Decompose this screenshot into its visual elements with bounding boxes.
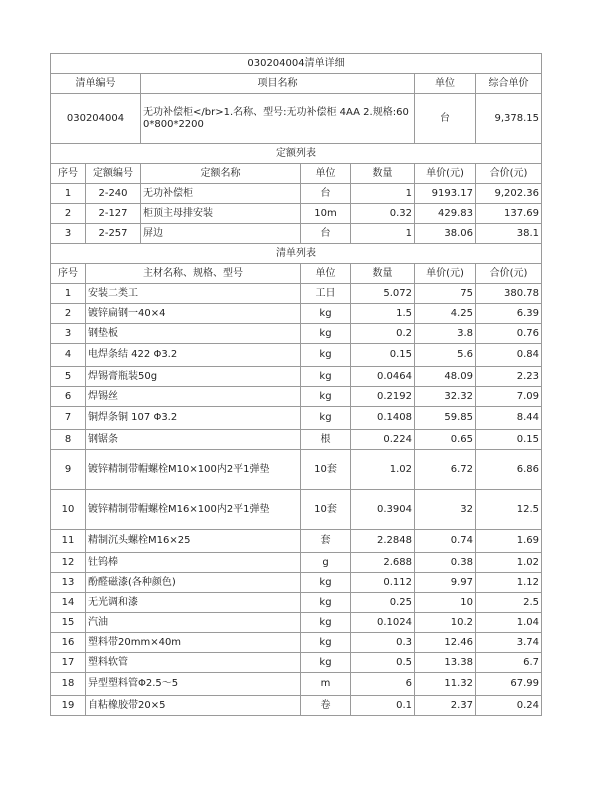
table-row (51, 633, 542, 653)
material-col-unit: 单位 (301, 264, 351, 284)
material-qty: 2.688 (351, 553, 415, 573)
material-price: 10.2 (415, 613, 476, 633)
material-unit: kg (301, 593, 351, 613)
material-unit: kg (301, 407, 351, 430)
quota-code: 2-127 (86, 204, 141, 224)
material-total: 6.39 (476, 304, 542, 324)
quota-code: 2-240 (86, 184, 141, 204)
quota-col-qty: 数量 (351, 164, 415, 184)
table-row (51, 430, 542, 450)
material-unit: kg (301, 344, 351, 367)
bill-price: 9,378.15 (476, 94, 542, 144)
material-unit: kg (301, 633, 351, 653)
material-no: 2 (51, 304, 86, 324)
material-unit: 工日 (301, 284, 351, 304)
quota-col-price: 单价(元) (415, 164, 476, 184)
material-no: 11 (51, 530, 86, 553)
material-no: 9 (51, 450, 86, 490)
material-no: 5 (51, 367, 86, 387)
table-row (51, 450, 542, 490)
table-row (51, 673, 542, 696)
material-price: 10 (415, 593, 476, 613)
material-col-no: 序号 (51, 264, 86, 284)
quota-qty: 0.32 (351, 204, 415, 224)
table-row (51, 324, 542, 344)
material-total: 1.02 (476, 553, 542, 573)
quota-col-total: 合价(元) (476, 164, 542, 184)
material-unit: kg (301, 367, 351, 387)
material-unit: m (301, 673, 351, 696)
material-name: 塑料带20mm×40m (86, 633, 301, 653)
quota-name: 屏边 (141, 224, 301, 244)
material-qty: 1.5 (351, 304, 415, 324)
quota-col-name: 定额名称 (141, 164, 301, 184)
material-name: 焊锡丝 (86, 387, 301, 407)
bill-name-header: 项目名称 (141, 74, 415, 94)
material-price: 5.6 (415, 344, 476, 367)
material-no: 18 (51, 673, 86, 696)
material-price: 3.8 (415, 324, 476, 344)
material-no: 15 (51, 613, 86, 633)
material-no: 16 (51, 633, 86, 653)
material-name: 镀锌精制带帽螺栓M16×100内2平1弹垫 (86, 490, 301, 530)
material-qty: 0.1408 (351, 407, 415, 430)
material-price: 59.85 (415, 407, 476, 430)
table-row (51, 304, 542, 324)
material-unit: kg (301, 613, 351, 633)
quota-code: 2-257 (86, 224, 141, 244)
material-no: 10 (51, 490, 86, 530)
quota-total: 137.69 (476, 204, 542, 224)
material-total: 1.12 (476, 573, 542, 593)
quota-col-no: 序号 (51, 164, 86, 184)
quota-header-row (51, 164, 542, 184)
material-name: 安装二类工 (86, 284, 301, 304)
material-total: 3.74 (476, 633, 542, 653)
material-price: 75 (415, 284, 476, 304)
material-name: 自粘橡胶带20×5 (86, 696, 301, 716)
material-qty: 6 (351, 673, 415, 696)
quota-qty: 1 (351, 184, 415, 204)
material-total: 12.5 (476, 490, 542, 530)
material-qty: 0.2 (351, 324, 415, 344)
material-no: 8 (51, 430, 86, 450)
material-qty: 0.1024 (351, 613, 415, 633)
table-row (51, 613, 542, 633)
quota-section-title: 定额列表 (51, 144, 542, 164)
table-row (51, 490, 542, 530)
material-total: 7.09 (476, 387, 542, 407)
material-qty: 5.072 (351, 284, 415, 304)
material-qty: 0.1 (351, 696, 415, 716)
quota-total: 38.1 (476, 224, 542, 244)
bill-code: 030204004 (51, 94, 141, 144)
quota-price: 9193.17 (415, 184, 476, 204)
material-price: 6.72 (415, 450, 476, 490)
material-qty: 2.2848 (351, 530, 415, 553)
material-unit: kg (301, 573, 351, 593)
material-total: 0.15 (476, 430, 542, 450)
material-price: 12.46 (415, 633, 476, 653)
quota-price: 429.83 (415, 204, 476, 224)
material-qty: 0.15 (351, 344, 415, 367)
material-unit: 套 (301, 530, 351, 553)
material-qty: 0.112 (351, 573, 415, 593)
material-total: 380.78 (476, 284, 542, 304)
material-total: 2.5 (476, 593, 542, 613)
quota-unit: 台 (301, 184, 351, 204)
quota-price: 38.06 (415, 224, 476, 244)
material-qty: 1.02 (351, 450, 415, 490)
table-row (51, 530, 542, 553)
material-price: 0.65 (415, 430, 476, 450)
table-row (51, 284, 542, 304)
material-name: 钍钨棒 (86, 553, 301, 573)
material-price: 48.09 (415, 367, 476, 387)
material-unit: 10套 (301, 490, 351, 530)
table-row (51, 184, 542, 204)
material-name: 精制沉头螺栓M16×25 (86, 530, 301, 553)
bill-name: 无功补偿柜</br>1.名称、型号:无功补偿柜 4AA 2.规格:600*800*2200 (141, 94, 415, 144)
quota-qty: 1 (351, 224, 415, 244)
quota-name: 柜顶主母排安装 (141, 204, 301, 224)
material-total: 1.04 (476, 613, 542, 633)
material-price: 0.74 (415, 530, 476, 553)
material-qty: 0.3 (351, 633, 415, 653)
material-section-title: 清单列表 (51, 244, 542, 264)
bill-unit: 台 (415, 94, 476, 144)
material-name: 异型塑料管Φ2.5～5 (86, 673, 301, 696)
material-total: 8.44 (476, 407, 542, 430)
material-no: 19 (51, 696, 86, 716)
quota-no: 3 (51, 224, 86, 244)
material-total: 6.7 (476, 653, 542, 673)
material-col-qty: 数量 (351, 264, 415, 284)
table-row (51, 407, 542, 430)
bill-price-header: 综合单价 (476, 74, 542, 94)
quota-col-code: 定额编号 (86, 164, 141, 184)
material-qty: 0.224 (351, 430, 415, 450)
material-name: 无光调和漆 (86, 593, 301, 613)
table-row (51, 553, 542, 573)
material-no: 6 (51, 387, 86, 407)
quota-unit: 台 (301, 224, 351, 244)
material-name: 焊锡膏瓶装50g (86, 367, 301, 387)
material-qty: 0.5 (351, 653, 415, 673)
material-total: 1.69 (476, 530, 542, 553)
table-row (51, 224, 542, 244)
material-price: 2.37 (415, 696, 476, 716)
material-qty: 0.3904 (351, 490, 415, 530)
material-name: 钢锯条 (86, 430, 301, 450)
material-price: 11.32 (415, 673, 476, 696)
material-price: 0.38 (415, 553, 476, 573)
material-col-total: 合价(元) (476, 264, 542, 284)
material-name: 铜焊条铜 107 Φ3.2 (86, 407, 301, 430)
material-total: 2.23 (476, 367, 542, 387)
material-col-name: 主材名称、规格、型号 (86, 264, 301, 284)
material-unit: 10套 (301, 450, 351, 490)
material-name: 镀锌精制带帽螺栓M10×100内2平1弹垫 (86, 450, 301, 490)
material-no: 12 (51, 553, 86, 573)
material-price: 4.25 (415, 304, 476, 324)
material-no: 14 (51, 593, 86, 613)
table-row (51, 344, 542, 367)
material-total: 0.24 (476, 696, 542, 716)
material-col-price: 单价(元) (415, 264, 476, 284)
material-unit: kg (301, 653, 351, 673)
bill-detail-table (50, 53, 542, 716)
material-total: 0.84 (476, 344, 542, 367)
bill-unit-header: 单位 (415, 74, 476, 94)
material-unit: 根 (301, 430, 351, 450)
material-header-row (51, 264, 542, 284)
material-total: 0.76 (476, 324, 542, 344)
table-title: 030204004清单详细 (51, 54, 542, 74)
material-name: 酚醛磁漆(各种颜色) (86, 573, 301, 593)
material-no: 1 (51, 284, 86, 304)
quota-unit: 10m (301, 204, 351, 224)
material-name: 镀锌扁钢一40×4 (86, 304, 301, 324)
material-total: 67.99 (476, 673, 542, 696)
material-name: 电焊条结 422 Φ3.2 (86, 344, 301, 367)
material-unit: kg (301, 304, 351, 324)
table-row (51, 653, 542, 673)
material-name: 塑料软管 (86, 653, 301, 673)
table-row (51, 593, 542, 613)
material-price: 9.97 (415, 573, 476, 593)
material-price: 32 (415, 490, 476, 530)
material-total: 6.86 (476, 450, 542, 490)
quota-total: 9,202.36 (476, 184, 542, 204)
material-no: 13 (51, 573, 86, 593)
material-unit: kg (301, 387, 351, 407)
material-name: 汽油 (86, 613, 301, 633)
quota-no: 1 (51, 184, 86, 204)
table-row (51, 204, 542, 224)
quota-no: 2 (51, 204, 86, 224)
material-unit: 卷 (301, 696, 351, 716)
table-row (51, 367, 542, 387)
material-price: 13.38 (415, 653, 476, 673)
quota-name: 无功补偿柜 (141, 184, 301, 204)
material-no: 4 (51, 344, 86, 367)
material-unit: g (301, 553, 351, 573)
material-no: 7 (51, 407, 86, 430)
material-price: 32.32 (415, 387, 476, 407)
material-qty: 0.2192 (351, 387, 415, 407)
table-row (51, 696, 542, 716)
quota-col-unit: 单位 (301, 164, 351, 184)
bill-code-header: 清单编号 (51, 74, 141, 94)
material-no: 17 (51, 653, 86, 673)
table-row (51, 573, 542, 593)
material-qty: 0.25 (351, 593, 415, 613)
table-row (51, 387, 542, 407)
material-name: 钢垫板 (86, 324, 301, 344)
material-qty: 0.0464 (351, 367, 415, 387)
material-no: 3 (51, 324, 86, 344)
material-unit: kg (301, 324, 351, 344)
